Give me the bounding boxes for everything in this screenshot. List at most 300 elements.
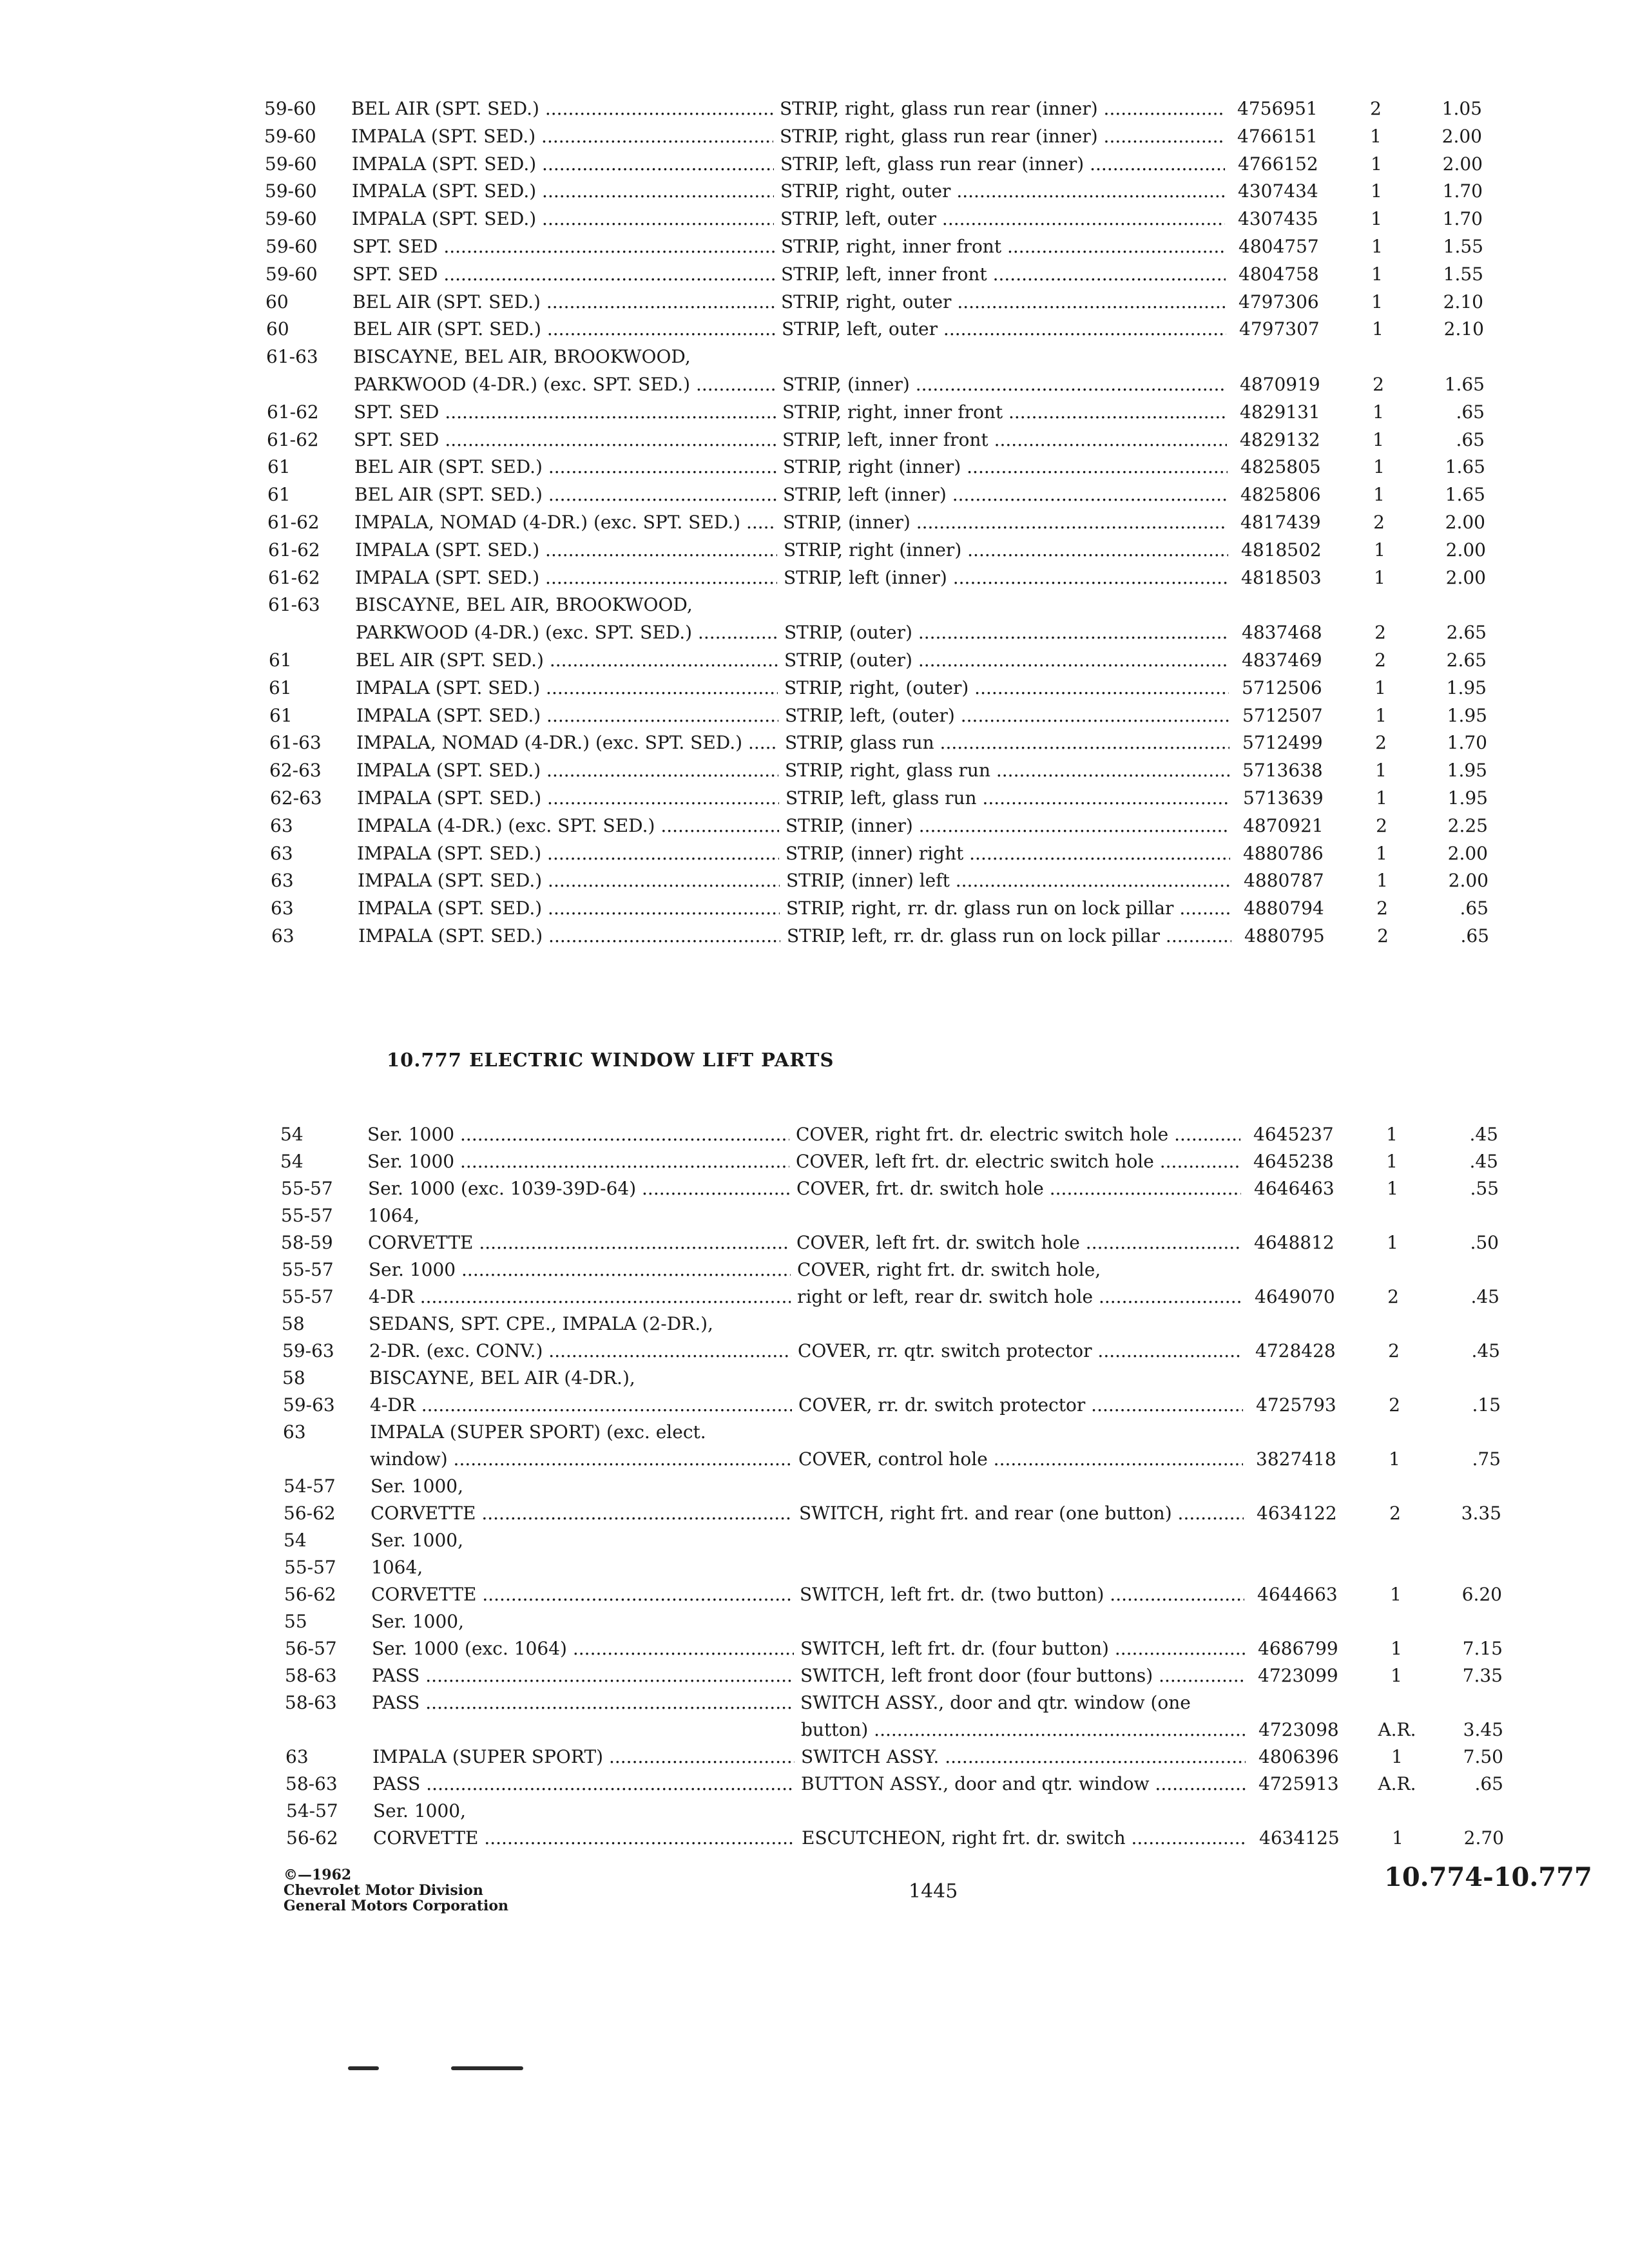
- part-number-cell: [1243, 785, 1353, 812]
- copyright-corporation: General Motors Corporation: [284, 1898, 509, 1914]
- quantity-cell-text: 1: [1371, 180, 1382, 202]
- part-description-cell: [780, 95, 1224, 122]
- model-cell-text: 4-DR: [369, 1286, 414, 1307]
- part-number-cell: [1253, 1148, 1363, 1175]
- model-cell-text: window): [370, 1448, 448, 1470]
- part-description-cell-text: COVER, rr. dr. switch protector: [798, 1394, 1086, 1416]
- part-description-cell-text: STRIP, left, (outer): [785, 704, 955, 726]
- model-cell-text: Ser. 1000,: [371, 1530, 464, 1551]
- part-description-cell: [800, 1662, 1245, 1689]
- quantity-cell-text: 1: [1374, 677, 1386, 698]
- year-cell-text: 55: [284, 1611, 307, 1632]
- parts-row: [266, 343, 1555, 370]
- part-description-cell: [782, 371, 1227, 398]
- quantity-cell: [1373, 1500, 1418, 1527]
- page-number: 1445: [909, 1880, 958, 1903]
- model-cell: [352, 233, 775, 260]
- model-cell: [351, 95, 773, 122]
- quantity-cell: [1353, 95, 1398, 122]
- quantity-cell: [1354, 151, 1399, 178]
- quantity-cell: [1354, 261, 1400, 288]
- quantity-cell: [1358, 729, 1403, 756]
- part-description-cell: [780, 178, 1225, 205]
- price-cell: [1411, 812, 1488, 840]
- year-cell-text: 54: [280, 1124, 304, 1145]
- price-cell-text: 2.65: [1446, 622, 1487, 644]
- quantity-cell-text: 1: [1371, 263, 1383, 285]
- year-cell-text: 55-57: [282, 1286, 334, 1307]
- part-description-cell-text: STRIP, (inner): [783, 512, 911, 533]
- parts-row: [281, 1202, 1570, 1229]
- part-description-cell-text: STRIP, left, outer: [780, 208, 937, 230]
- price-cell: [1408, 481, 1485, 508]
- quantity-cell-text: 1: [1386, 1124, 1398, 1145]
- quantity-cell: [1374, 1635, 1419, 1662]
- part-description-cell: [784, 619, 1229, 646]
- quantity-cell-text: 2: [1376, 814, 1387, 836]
- part-number-cell-text: 4634125: [1259, 1827, 1340, 1849]
- model-cell: [372, 1635, 794, 1662]
- year-cell-text: 61-62: [267, 428, 319, 450]
- model-cell: [354, 509, 776, 536]
- part-number-cell: [1238, 151, 1347, 178]
- quantity-cell-text: 1: [1391, 1746, 1403, 1767]
- quantity-cell-text: 1: [1386, 1151, 1398, 1172]
- price-cell-text: 2.25: [1447, 814, 1488, 836]
- parts-row: [265, 289, 1554, 316]
- quantity-cell-text: 1: [1374, 566, 1385, 588]
- year-cell-text: 63: [270, 842, 293, 864]
- part-description-cell-text: STRIP, left, inner front: [781, 263, 987, 285]
- price-cell: [1407, 371, 1485, 398]
- parts-row: [282, 1283, 1570, 1311]
- part-description-cell-text: STRIP, right, inner front: [782, 401, 1003, 423]
- part-number-cell: [1242, 619, 1351, 646]
- parts-row: [270, 785, 1559, 812]
- model-cell: [373, 1798, 795, 1825]
- price-cell-text: .45: [1471, 1340, 1500, 1361]
- model-cell-text: CORVETTE: [371, 1503, 476, 1524]
- quantity-cell: [1355, 316, 1400, 343]
- part-description-cell: [780, 206, 1225, 233]
- year-cell-text: 59-60: [265, 263, 318, 285]
- part-number-cell-text: 4870921: [1243, 814, 1324, 836]
- quantity-cell-text: 2: [1377, 925, 1389, 947]
- year-cell: [280, 1121, 358, 1148]
- quantity-cell: [1359, 840, 1404, 867]
- part-number-cell-text: 4725913: [1258, 1773, 1339, 1794]
- model-cell: [356, 675, 778, 702]
- quantity-cell-text: 2: [1376, 898, 1388, 919]
- part-description-cell-text: STRIP, left, glass run: [786, 787, 977, 809]
- part-number-cell-text: 4829132: [1240, 428, 1320, 450]
- part-number-cell-text: 4806396: [1258, 1746, 1339, 1767]
- part-description-cell-text: right or left, rear dr. switch hole: [797, 1286, 1094, 1307]
- model-cell: [371, 1527, 793, 1554]
- quantity-cell-text: A.R.: [1378, 1773, 1416, 1794]
- model-cell: [369, 1256, 791, 1283]
- model-cell-text: PASS: [372, 1773, 421, 1794]
- year-cell: [265, 206, 342, 233]
- year-cell: [269, 702, 347, 729]
- year-cell: [271, 895, 348, 922]
- parts-row: [271, 867, 1559, 894]
- price-cell-text: 1.95: [1447, 704, 1487, 726]
- parts-row: [267, 399, 1556, 426]
- year-cell: [265, 151, 342, 178]
- price-cell-text: .65: [1460, 898, 1489, 919]
- model-cell-text: PASS: [372, 1692, 420, 1713]
- quantity-cell: [1353, 123, 1398, 150]
- part-number-cell: [1244, 895, 1353, 922]
- part-description-cell-text: COVER, right frt. dr. switch hole,: [797, 1259, 1101, 1280]
- model-cell: [368, 1175, 790, 1202]
- year-cell-text: 54: [280, 1151, 304, 1172]
- year-cell-text: 55-57: [281, 1178, 333, 1199]
- price-cell-text: 7.35: [1462, 1665, 1503, 1686]
- part-description-cell: [784, 564, 1228, 591]
- year-cell-text: 63: [271, 870, 294, 892]
- model-cell-text: PARKWOOD (4-DR.) (exc. SPT. SED.): [356, 622, 693, 644]
- price-cell: [1423, 1338, 1500, 1365]
- part-number-cell-text: 5712499: [1242, 732, 1323, 754]
- price-cell-text: 2.00: [1441, 125, 1482, 147]
- part-description-cell-text: STRIP, right, (outer): [784, 677, 969, 698]
- price-cell: [1408, 509, 1485, 536]
- model-cell: [370, 1392, 792, 1419]
- part-number-cell-text: 4804758: [1239, 263, 1319, 285]
- year-cell-text: 61: [269, 704, 293, 726]
- parts-row: [267, 454, 1556, 481]
- price-cell-text: .45: [1469, 1151, 1498, 1172]
- model-cell-text: 2-DR. (exc. CONV.): [369, 1340, 543, 1361]
- model-cell: [352, 289, 775, 316]
- year-cell: [282, 1338, 360, 1365]
- parts-row: [269, 757, 1558, 784]
- quantity-cell: [1359, 812, 1404, 840]
- price-cell-text: 2.00: [1445, 566, 1486, 588]
- part-description-cell: [783, 454, 1228, 481]
- year-cell-text: 56-62: [284, 1503, 336, 1524]
- price-cell: [1409, 537, 1486, 564]
- part-description-cell-text: STRIP, left, glass run rear (inner): [780, 153, 1084, 175]
- price-cell: [1427, 1825, 1504, 1852]
- part-number-cell: [1240, 399, 1349, 426]
- part-number-cell-text: 4645238: [1253, 1151, 1334, 1172]
- price-cell: [1405, 178, 1483, 205]
- year-cell-text: 55-57: [281, 1205, 333, 1226]
- model-cell-text: IMPALA, NOMAD (4-DR.) (exc. SPT. SED.): [354, 512, 741, 533]
- year-cell: [286, 1825, 363, 1852]
- part-number-cell: [1240, 509, 1350, 536]
- part-number-cell-text: 4804757: [1239, 236, 1319, 257]
- part-description-cell: [782, 399, 1227, 426]
- scan-artifact-mark: [451, 2066, 523, 2070]
- part-number-cell: [1240, 427, 1349, 454]
- part-description-cell-text: SWITCH, left frt. dr. (two button): [800, 1584, 1104, 1605]
- part-number-cell: [1255, 1338, 1365, 1365]
- year-cell: [267, 509, 345, 536]
- model-cell: [352, 178, 774, 205]
- price-cell-text: 1.70: [1447, 732, 1487, 754]
- model-cell-text: IMPALA (SPT. SED.): [355, 566, 540, 588]
- year-cell-text: 56-62: [286, 1827, 338, 1849]
- price-cell-text: 3.45: [1463, 1719, 1503, 1740]
- part-number-cell-text: 4870919: [1240, 374, 1320, 395]
- parts-row: [269, 702, 1558, 729]
- parts-row: [268, 564, 1557, 591]
- parts-row: [284, 1608, 1573, 1635]
- part-description-cell: [796, 1175, 1241, 1202]
- model-cell: [356, 647, 778, 674]
- parts-row: [268, 591, 1557, 619]
- part-number-cell-text: 4644663: [1257, 1584, 1338, 1605]
- part-number-cell: [1244, 867, 1353, 894]
- quantity-cell-text: 1: [1372, 318, 1383, 340]
- parts-row: [285, 1716, 1574, 1744]
- parts-row: [282, 1338, 1571, 1365]
- model-cell-text: IMPALA (SPT. SED.): [352, 153, 537, 175]
- year-cell-text: 56-62: [284, 1584, 336, 1605]
- part-description-cell-text: COVER, rr. qtr. switch protector: [798, 1340, 1092, 1361]
- model-cell-text: BEL AIR (SPT. SED.): [351, 98, 539, 119]
- part-description-cell: [800, 1635, 1245, 1662]
- year-cell: [267, 427, 344, 454]
- part-description-cell-text: STRIP, left (inner): [783, 484, 947, 506]
- quantity-cell: [1374, 1662, 1419, 1689]
- parts-row: [267, 509, 1556, 536]
- part-number-cell-text: 4645237: [1253, 1124, 1334, 1145]
- parts-row: [284, 1473, 1572, 1500]
- part-number-cell-text: 4880786: [1243, 842, 1324, 864]
- parts-row: [265, 178, 1554, 205]
- price-cell-text: .45: [1469, 1124, 1498, 1145]
- parts-row: [270, 840, 1559, 867]
- quantity-cell: [1357, 564, 1402, 591]
- year-cell: [284, 1608, 361, 1635]
- quantity-cell-text: 2: [1375, 732, 1387, 754]
- quantity-cell: [1358, 757, 1403, 784]
- year-cell: [281, 1229, 358, 1256]
- quantity-cell: [1369, 1121, 1414, 1148]
- parts-row: [284, 1527, 1572, 1554]
- year-cell: [271, 923, 349, 950]
- model-cell-text: Ser. 1000 (exc. 1039-39D-64): [368, 1178, 637, 1199]
- price-cell: [1406, 233, 1483, 260]
- part-description-cell: [800, 1689, 1245, 1716]
- model-cell-text: IMPALA (SPT. SED.): [356, 760, 541, 782]
- year-cell-text: 56-57: [285, 1638, 337, 1659]
- part-description-cell-text: STRIP, left, rr. dr. glass run on lock pillar: [787, 925, 1161, 947]
- year-cell-text: 58: [282, 1313, 305, 1334]
- model-cell: [370, 1446, 792, 1473]
- year-cell: [285, 1635, 362, 1662]
- year-cell-text: 63: [270, 814, 293, 836]
- part-number-cell: [1244, 923, 1354, 950]
- quantity-cell: [1356, 509, 1402, 536]
- price-cell-text: 2.00: [1445, 539, 1486, 561]
- parts-row: [282, 1365, 1571, 1392]
- price-cell-text: 2.00: [1447, 842, 1488, 864]
- year-cell-text: 58-63: [285, 1665, 337, 1686]
- price-cell-text: 1.95: [1447, 760, 1487, 782]
- year-cell-text: 63: [283, 1421, 306, 1443]
- price-cell-text: .55: [1470, 1178, 1499, 1199]
- part-description-cell-text: STRIP, right, inner front: [781, 236, 1002, 257]
- model-cell: [358, 923, 780, 950]
- model-cell: [357, 840, 779, 867]
- part-description-cell: [782, 427, 1227, 454]
- part-description-cell-text: STRIP, (outer): [784, 649, 912, 671]
- part-description-cell: [783, 481, 1228, 508]
- quantity-cell: [1374, 1716, 1420, 1744]
- price-cell: [1409, 564, 1486, 591]
- parts-row: [269, 729, 1558, 756]
- quantity-cell-text: 2: [1388, 1340, 1400, 1361]
- year-cell: [269, 757, 347, 784]
- year-cell: [265, 233, 343, 260]
- part-description-cell: [784, 675, 1229, 702]
- part-description-cell: [801, 1744, 1246, 1771]
- part-description-cell-text: BUTTON ASSY., door and qtr. window: [801, 1773, 1150, 1794]
- year-cell: [271, 867, 348, 894]
- part-description-cell: [786, 895, 1231, 922]
- quantity-cell: [1374, 1771, 1420, 1798]
- price-cell-text: .65: [1456, 428, 1485, 450]
- part-number-cell-text: 4817439: [1240, 512, 1321, 533]
- part-description-cell: [780, 123, 1224, 150]
- model-cell-text: IMPALA (SPT. SED.): [352, 208, 537, 230]
- model-cell-text: IMPALA (SPT. SED.): [355, 539, 540, 561]
- part-number-cell-text: 4723099: [1258, 1665, 1338, 1686]
- quantity-cell-text: 1: [1376, 787, 1387, 809]
- price-cell-text: .50: [1470, 1232, 1499, 1253]
- year-cell: [286, 1798, 363, 1825]
- year-cell-text: 58-63: [285, 1773, 338, 1794]
- year-cell-text: 54-57: [286, 1800, 338, 1821]
- year-cell: [269, 647, 346, 674]
- part-number-cell-text: 4837469: [1242, 649, 1322, 671]
- parts-row: [284, 1554, 1573, 1581]
- parts-row: [286, 1825, 1575, 1852]
- price-cell-text: 2.00: [1442, 153, 1483, 175]
- part-description-cell: [784, 647, 1229, 674]
- price-cell-text: 2.70: [1463, 1827, 1504, 1849]
- model-cell-text: BISCAYNE, BEL AIR, BROOKWOOD,: [355, 594, 693, 616]
- part-number-cell: [1258, 1635, 1367, 1662]
- model-cell: [352, 206, 774, 233]
- model-cell-text: IMPALA (SPT. SED.): [358, 898, 543, 919]
- price-cell-text: .65: [1456, 401, 1485, 423]
- quantity-cell: [1358, 702, 1403, 729]
- year-cell: [284, 1500, 361, 1527]
- price-cell-text: .15: [1472, 1394, 1501, 1416]
- model-cell: [371, 1473, 793, 1500]
- section-range: 10.774-10.777: [1384, 1862, 1592, 1892]
- part-number-cell: [1259, 1825, 1369, 1852]
- part-description-cell-text: STRIP, (inner): [782, 374, 910, 395]
- model-cell: [356, 619, 778, 646]
- year-cell-text: 61: [269, 649, 292, 671]
- part-description-cell-text: ESCUTCHEON, right frt. dr. switch: [802, 1827, 1126, 1849]
- copyright-year: ©—1962: [284, 1867, 352, 1883]
- part-number-cell-text: 4766151: [1237, 125, 1318, 147]
- model-cell-text: SPT. SED: [352, 263, 438, 285]
- part-number-cell: [1240, 454, 1350, 481]
- price-cell: [1426, 1744, 1503, 1771]
- model-cell-text: Ser. 1000,: [371, 1611, 465, 1632]
- model-cell-text: 4-DR: [370, 1394, 416, 1416]
- year-cell: [284, 1527, 361, 1554]
- part-number-cell: [1240, 371, 1349, 398]
- part-number-cell: [1254, 1175, 1364, 1202]
- quantity-cell: [1356, 454, 1402, 481]
- model-cell: [369, 1283, 791, 1311]
- quantity-cell: [1356, 481, 1402, 508]
- model-cell-text: IMPALA (4-DR.) (exc. SPT. SED.): [357, 814, 655, 836]
- quantity-cell: [1360, 895, 1405, 922]
- year-cell-text: 55-57: [282, 1259, 334, 1280]
- part-number-cell: [1241, 537, 1351, 564]
- model-cell: [371, 1581, 793, 1608]
- part-number-cell: [1255, 1283, 1364, 1311]
- year-cell: [265, 261, 343, 288]
- model-cell-text: CORVETTE: [368, 1232, 474, 1253]
- part-number-cell: [1242, 675, 1351, 702]
- model-cell-text: SEDANS, SPT. CPE., IMPALA (2-DR.),: [369, 1313, 713, 1334]
- model-cell-text: Ser. 1000: [367, 1124, 455, 1145]
- part-number-cell-text: 4723098: [1258, 1719, 1339, 1740]
- model-cell-text: Ser. 1000: [367, 1151, 455, 1172]
- model-cell: [355, 537, 777, 564]
- year-cell: [282, 1256, 359, 1283]
- part-description-cell-text: SWITCH ASSY.: [801, 1746, 940, 1767]
- part-description-cell-text: STRIP, right, outer: [780, 180, 951, 202]
- year-cell-text: 63: [271, 925, 294, 947]
- parts-row: [282, 1256, 1570, 1283]
- part-number-cell-text: 4797306: [1239, 291, 1319, 312]
- parts-row: [267, 481, 1556, 508]
- part-description-cell-text: STRIP, (inner): [786, 814, 913, 836]
- part-number-cell: [1256, 1392, 1365, 1419]
- price-cell-text: 3.35: [1461, 1503, 1501, 1524]
- model-cell-text: IMPALA, NOMAD (4-DR.) (exc. SPT. SED.): [356, 732, 743, 754]
- model-cell-text: BEL AIR (SPT. SED.): [354, 456, 543, 478]
- quantity-cell-text: 1: [1392, 1827, 1403, 1849]
- part-description-cell: [786, 840, 1230, 867]
- parts-row: [284, 1581, 1573, 1608]
- model-cell: [367, 1121, 789, 1148]
- part-number-cell: [1243, 812, 1353, 840]
- price-cell: [1411, 785, 1488, 812]
- part-number-cell: [1242, 702, 1352, 729]
- year-cell-text: 58: [282, 1367, 305, 1389]
- parts-row: [264, 95, 1553, 122]
- model-cell-text: 1064,: [368, 1205, 420, 1226]
- price-cell-text: .65: [1474, 1773, 1503, 1794]
- model-cell-text: BISCAYNE, BEL AIR (4-DR.),: [369, 1367, 635, 1389]
- model-cell: [358, 895, 780, 922]
- model-cell-text: IMPALA (SPT. SED.): [352, 180, 537, 202]
- quantity-cell-text: 1: [1391, 1665, 1402, 1686]
- part-description-cell: [799, 1500, 1244, 1527]
- part-description-cell: [785, 702, 1229, 729]
- year-cell-text: 61-63: [269, 732, 322, 754]
- price-cell-text: 1.65: [1445, 456, 1485, 478]
- part-description-cell: [786, 812, 1230, 840]
- part-description-cell-text: STRIP, right, rr. dr. glass run on lock pillar: [786, 898, 1174, 919]
- price-cell: [1422, 1229, 1499, 1256]
